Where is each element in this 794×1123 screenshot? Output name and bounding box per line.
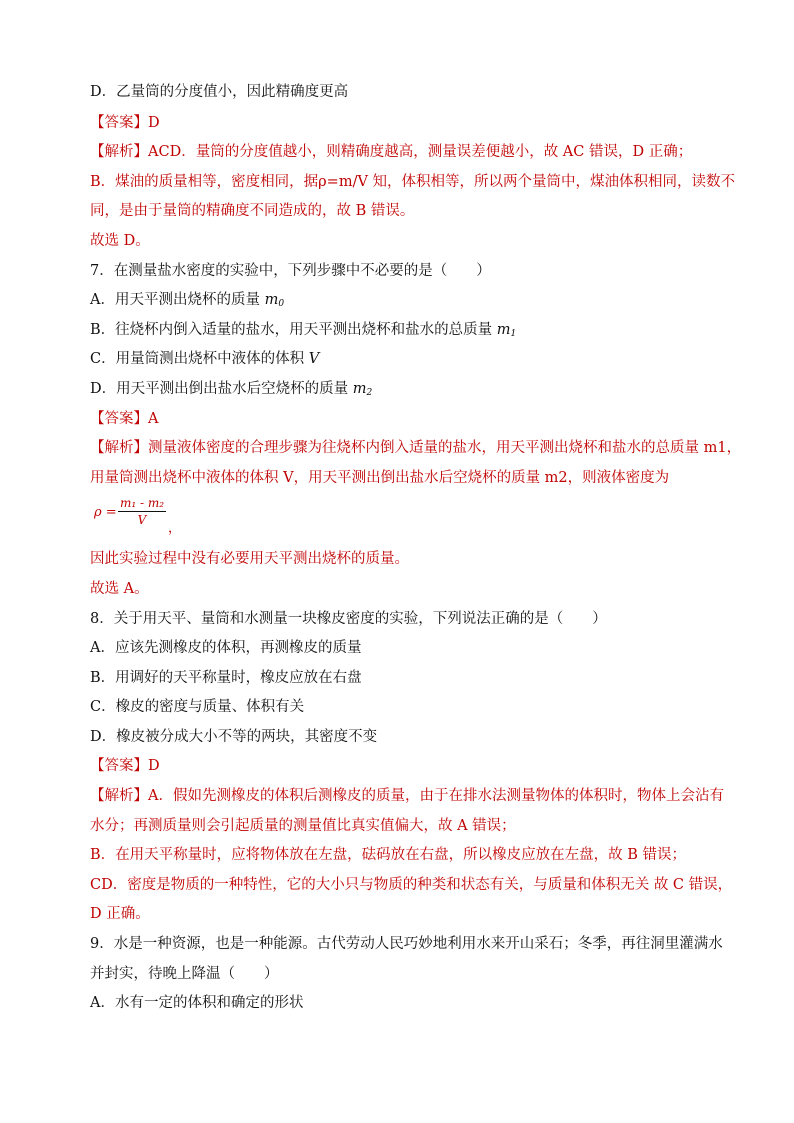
density-formula <box>90 493 710 545</box>
q8-option-a: A．应该先测橡皮的体积，再测橡皮的质量 <box>90 640 362 657</box>
q9-stem-line-2: 并封实，待晚上降温（ ） <box>90 965 279 982</box>
q7-option-b-var: m <box>496 321 511 338</box>
q7-option-a-text: A．用天平测出烧杯的质量 <box>90 292 265 309</box>
q6-option-d: D．乙量筒的分度值小，因此精确度更高 <box>90 84 349 100</box>
q7-option-d-text: D．用天平测出倒出盐水后空烧杯的质量 <box>90 380 353 397</box>
q8-explanation-line-3: B．在用天平称量时，应将物体放在左盘，砝码放在右盘，所以橡皮应放在左盘，故 B 错误； <box>90 847 687 864</box>
answer-value: A <box>148 410 159 427</box>
answer-tag: 【答案】 <box>90 410 148 427</box>
q6-explanation-line-2: B．煤油的质量相等，密度相同，据ρ=m/V 知，体积相等，所以两个量筒中，煤油体积相同，读数不 <box>90 173 736 190</box>
q8-explanation-line-1 <box>90 782 724 812</box>
explanation-text: 测量液体密度的合理步骤为往烧杯内倒入适量的盐水，用天平测出烧杯和盐水的总质量 m1， <box>148 440 742 457</box>
q8-option-b: B．用调好的天平称量时，橡皮应放在右盘 <box>90 669 362 686</box>
answer-tag: 【答案】 <box>90 114 148 131</box>
q7-option-a-var: m <box>264 292 279 309</box>
answer-value: D <box>148 758 160 775</box>
q7-option-c-text: C．用量筒测出烧杯中液体的体积 <box>90 351 309 368</box>
q7-option-b-text: B．往烧杯内倒入适量的盐水，用天平测出烧杯和盐水的总质量 <box>90 321 497 338</box>
q9-option-a: A．水有一定的体积和确定的形状 <box>90 995 304 1012</box>
q7-option-d-var: m <box>352 380 367 397</box>
q7-explanation-line-1 <box>90 434 742 464</box>
q8-stem: 8．关于用天平、量筒和水测量一块橡皮密度的实验，下列说法正确的是（ ） <box>90 610 607 627</box>
q7-option-b-sub: 1 <box>510 328 517 339</box>
formula-fraction <box>118 495 166 528</box>
q7-option-c <box>90 345 710 375</box>
q7-explanation-line-2: 用量筒测出烧杯中液体的体积 V，用天平测出倒出盐水后空烧杯的质量 m2，则液体密度为 <box>90 469 670 486</box>
q9-stem-line-1: 9．水是一种资源，也是一种能源。古代劳动人民巧妙地利用水来开山采石；冬季，再往洞里灌满水 <box>90 936 723 953</box>
q8-explanation-line-5: D 正确。 <box>90 906 150 923</box>
q6-explanation-line-3: 同，是由于量筒的精确度不同造成的，故 B 错误。 <box>90 203 415 220</box>
document-page <box>90 78 742 1019</box>
q7-option-a-sub: 0 <box>278 299 285 310</box>
explanation-tag: 【解析】 <box>90 788 148 805</box>
q8-answer <box>90 752 710 782</box>
q7-explanation-line-3: 因此实验过程中没有必要用天平测出烧杯的质量。 <box>90 551 409 568</box>
q7-conclusion: 故选 A。 <box>90 580 149 597</box>
explanation-text: ACD．量筒的分度值越小，则精确度越高，测量误差便越小，故 AC 错误，D 正确； <box>148 144 693 161</box>
formula-rho: ρ = <box>94 505 117 521</box>
q7-answer <box>90 405 710 435</box>
formula-comma: ， <box>168 521 182 537</box>
q8-option-d: D．橡皮被分成大小不等的两块，其密度不变 <box>90 728 378 745</box>
q7-option-b <box>90 316 710 346</box>
q7-option-d <box>90 375 710 405</box>
q6-conclusion: 故选 D。 <box>90 232 150 249</box>
explanation-tag: 【解析】 <box>90 440 148 457</box>
q8-explanation-line-4: CD．密度是物质的一种特性，它的大小只与物质的种类和状态有关，与质量和体积无关 故 C 错误， <box>90 876 733 893</box>
q7-option-a <box>90 286 710 316</box>
q6-answer <box>90 109 710 139</box>
answer-value: D <box>148 114 160 131</box>
q8-option-c: C．橡皮的密度与质量、体积有关 <box>90 699 305 716</box>
q7-option-c-var: V <box>308 351 320 368</box>
q8-explanation-line-2: 水分；再测质量则会引起质量的测量值比真实值偏大，故 A 错误； <box>90 817 516 834</box>
answer-tag: 【答案】 <box>90 758 148 775</box>
q7-option-d-sub: 2 <box>366 387 373 398</box>
explanation-text: A．假如先测橡皮的体积后测橡皮的质量，由于在排水法测量物体的体积时，物体上会沾有 <box>148 788 724 805</box>
q6-explanation-line-1 <box>90 138 710 168</box>
formula-denominator: V <box>137 513 147 528</box>
formula-numerator: m₁ - m₂ <box>119 496 165 511</box>
explanation-tag: 【解析】 <box>90 144 148 161</box>
q7-stem: 7．在测量盐水密度的实验中，下列步骤中不必要的是（ ） <box>90 262 491 279</box>
